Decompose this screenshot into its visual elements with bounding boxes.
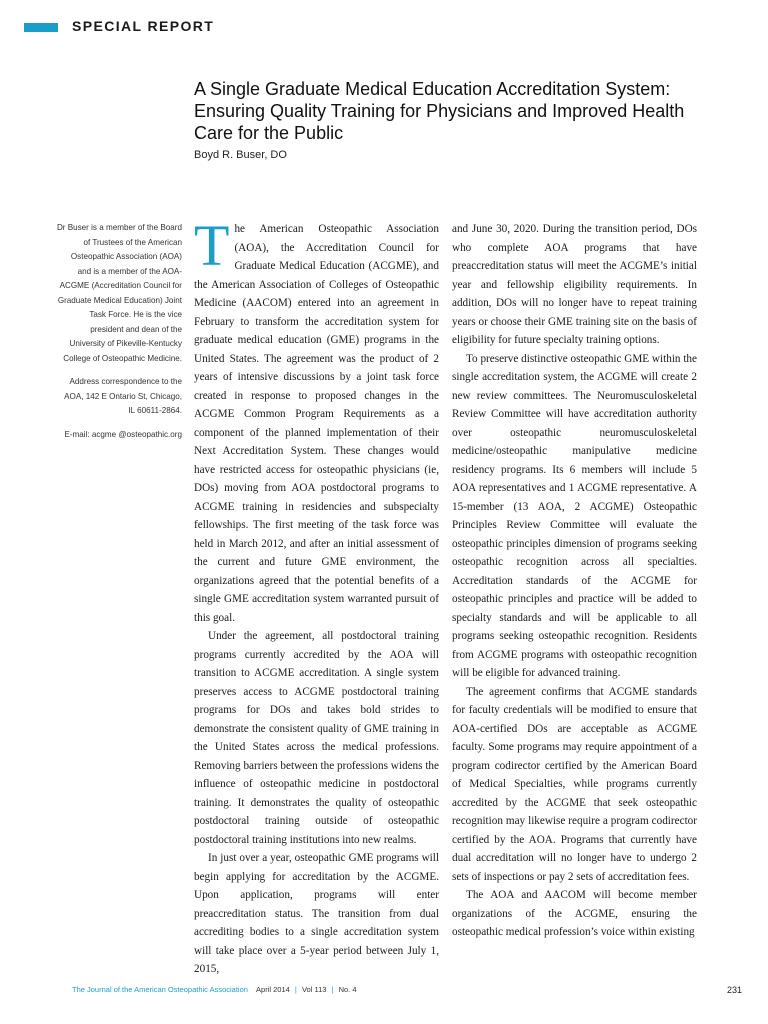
paragraph-3-continued: and June 30, 2020. During the transition period, DOs who complete AOA programs that have preaccreditation status will meet the ACGME’s initial year and fellowship eligibility requirements. In addition, DOs will no longer have to repeat training years or choose their GME training site on the basis of eligibility for future specialty training options.	[452, 223, 697, 346]
paragraph-6: The AOA and AACOM will become member organizations of the ACGME, ensuring the osteopathic medical profession’s voice within existing	[452, 889, 697, 938]
header-accent-bar	[24, 23, 58, 32]
paragraph-3: In just over a year, osteopathic GME programs will begin applying for accreditation by the ACGME. Upon application, programs will enter preaccreditation status. The transition from dual accrediting bodies to a single accreditation system will take place over a 5-year period between July 1, 2015,	[194, 852, 439, 975]
drop-cap: T	[194, 213, 230, 278]
correspondence-address: Address correspondence to the AOA, 142 E Ontario St, Chicago, IL 60611-2864.	[64, 377, 182, 415]
page-number: 231	[726, 985, 742, 995]
paragraph-2: Under the agreement, all postdoctoral training programs currently accredited by the AOA will transition to ACGME accreditation. A single system preserves access to ACGME postdoctoral training programs for DOs and takes bold strides to demonstrate the consistent quality of GME training in the United States across the medical professions. Removing barriers between the professions widens the influence of osteopathic medicine in postdoctoral training. It demonstrates the quality of osteopathic postdoctoral training outside of osteopathic postdoctoral training institutions into new realms.	[194, 630, 439, 846]
page-footer	[72, 985, 742, 994]
paragraph-5: The agreement confirms that ACGME standards for faculty credentials will be modified to ensure that AOA-certified DOs are acceptable as ACGME faculty. Some programs may require appointment of a program codirector certified by the American Board of Medical Specialties, while programs currently accredited by the ACGME that seek osteopathic recognition may likewise require a program codirector certified by the AOA. Programs that currently have dual accreditation will no longer have to undergo 2 sets of inspections or pay 2 sets of accreditation fees.	[452, 685, 697, 883]
article-author: Boyd R. Buser, DO	[194, 149, 287, 161]
footer-volume: Vol 113	[301, 985, 327, 994]
body-column-1	[194, 213, 439, 979]
article-title: A Single Graduate Medical Education Accreditation System: Ensuring Quality Training for Physicians and Improved Health Care for the Public	[194, 79, 685, 143]
paragraph-4: To preserve distinctive osteopathic GME within the single accreditation system, the ACGME will create 2 new review committees. The Neuromusculoskeletal Review Committee will have accreditation authority over osteopathic neuromusculoskeletal medicine/osteopathic manipulative medicine residency programs. Its 6 members will include 5 AOA representatives and 1 ACGME representative. A 15-member (13 AOA, 2 ACGME) Osteopathic Principles Review Committee will evaluate the osteopathic principles dimension of programs seeking osteopathic recognition across all specialties. Accreditation standards of the ACGME for osteopathic principles and practice will be added to specialty standards and will be applicable to all programs seeking osteopathic recognition. Residents from ACGME programs with osteopathic recognition will be eligible for advanced training.	[452, 352, 697, 679]
footer-separator: |	[331, 985, 334, 994]
author-bio: Dr Buser is a member of the Board of Trustees of the American Osteopathic Association (AOA) and is a member of the AOA-ACGME (Accreditation Council for Graduate Medical Education) Joint Task Force. He is the vice president and dean of the University of Pikeville-Kentucky College of Osteopathic Medicine.	[56, 223, 182, 363]
author-sidebar	[56, 221, 182, 451]
footer-journal-name: The Journal of the American Osteopathic Association	[72, 985, 248, 994]
paragraph-1-text: he American Osteopathic Association (AOA), the Accreditation Council for Graduate Medical Education (ACGME), and the American Association of Colleges of Osteopathic Medicine (AACOM) entered into an agreement in February to transform the accreditation system for graduate medical education (GME) programs in the United States. The agreement was the product of 2 years of intensive discussions by a joint task force created in response to proposed changes in the ACGME Common Program Requirements as a component of the planned implementation of their Next Accreditation System. These changes would have restricted access for osteopathic physicians (ie, DOs) moving from AOA postdoctoral programs to ACGME training in residencies and subspecialty fellowships. The first meeting of the task force was held in March 2012, and after an initial assessment of the current and future GME environment, the organizations agreed that the potential benefits of a single GME accreditation system warranted pursuit of this goal.	[194, 223, 439, 624]
paragraph-1	[194, 213, 439, 627]
section-label: SPECIAL REPORT	[72, 18, 215, 34]
body-column-2	[452, 220, 697, 942]
footer-date: April 2014	[256, 985, 290, 994]
footer-separator: |	[294, 985, 297, 994]
footer-number: No. 4	[338, 985, 357, 994]
correspondence-email: E-mail: acgme @osteopathic.org	[64, 429, 182, 439]
